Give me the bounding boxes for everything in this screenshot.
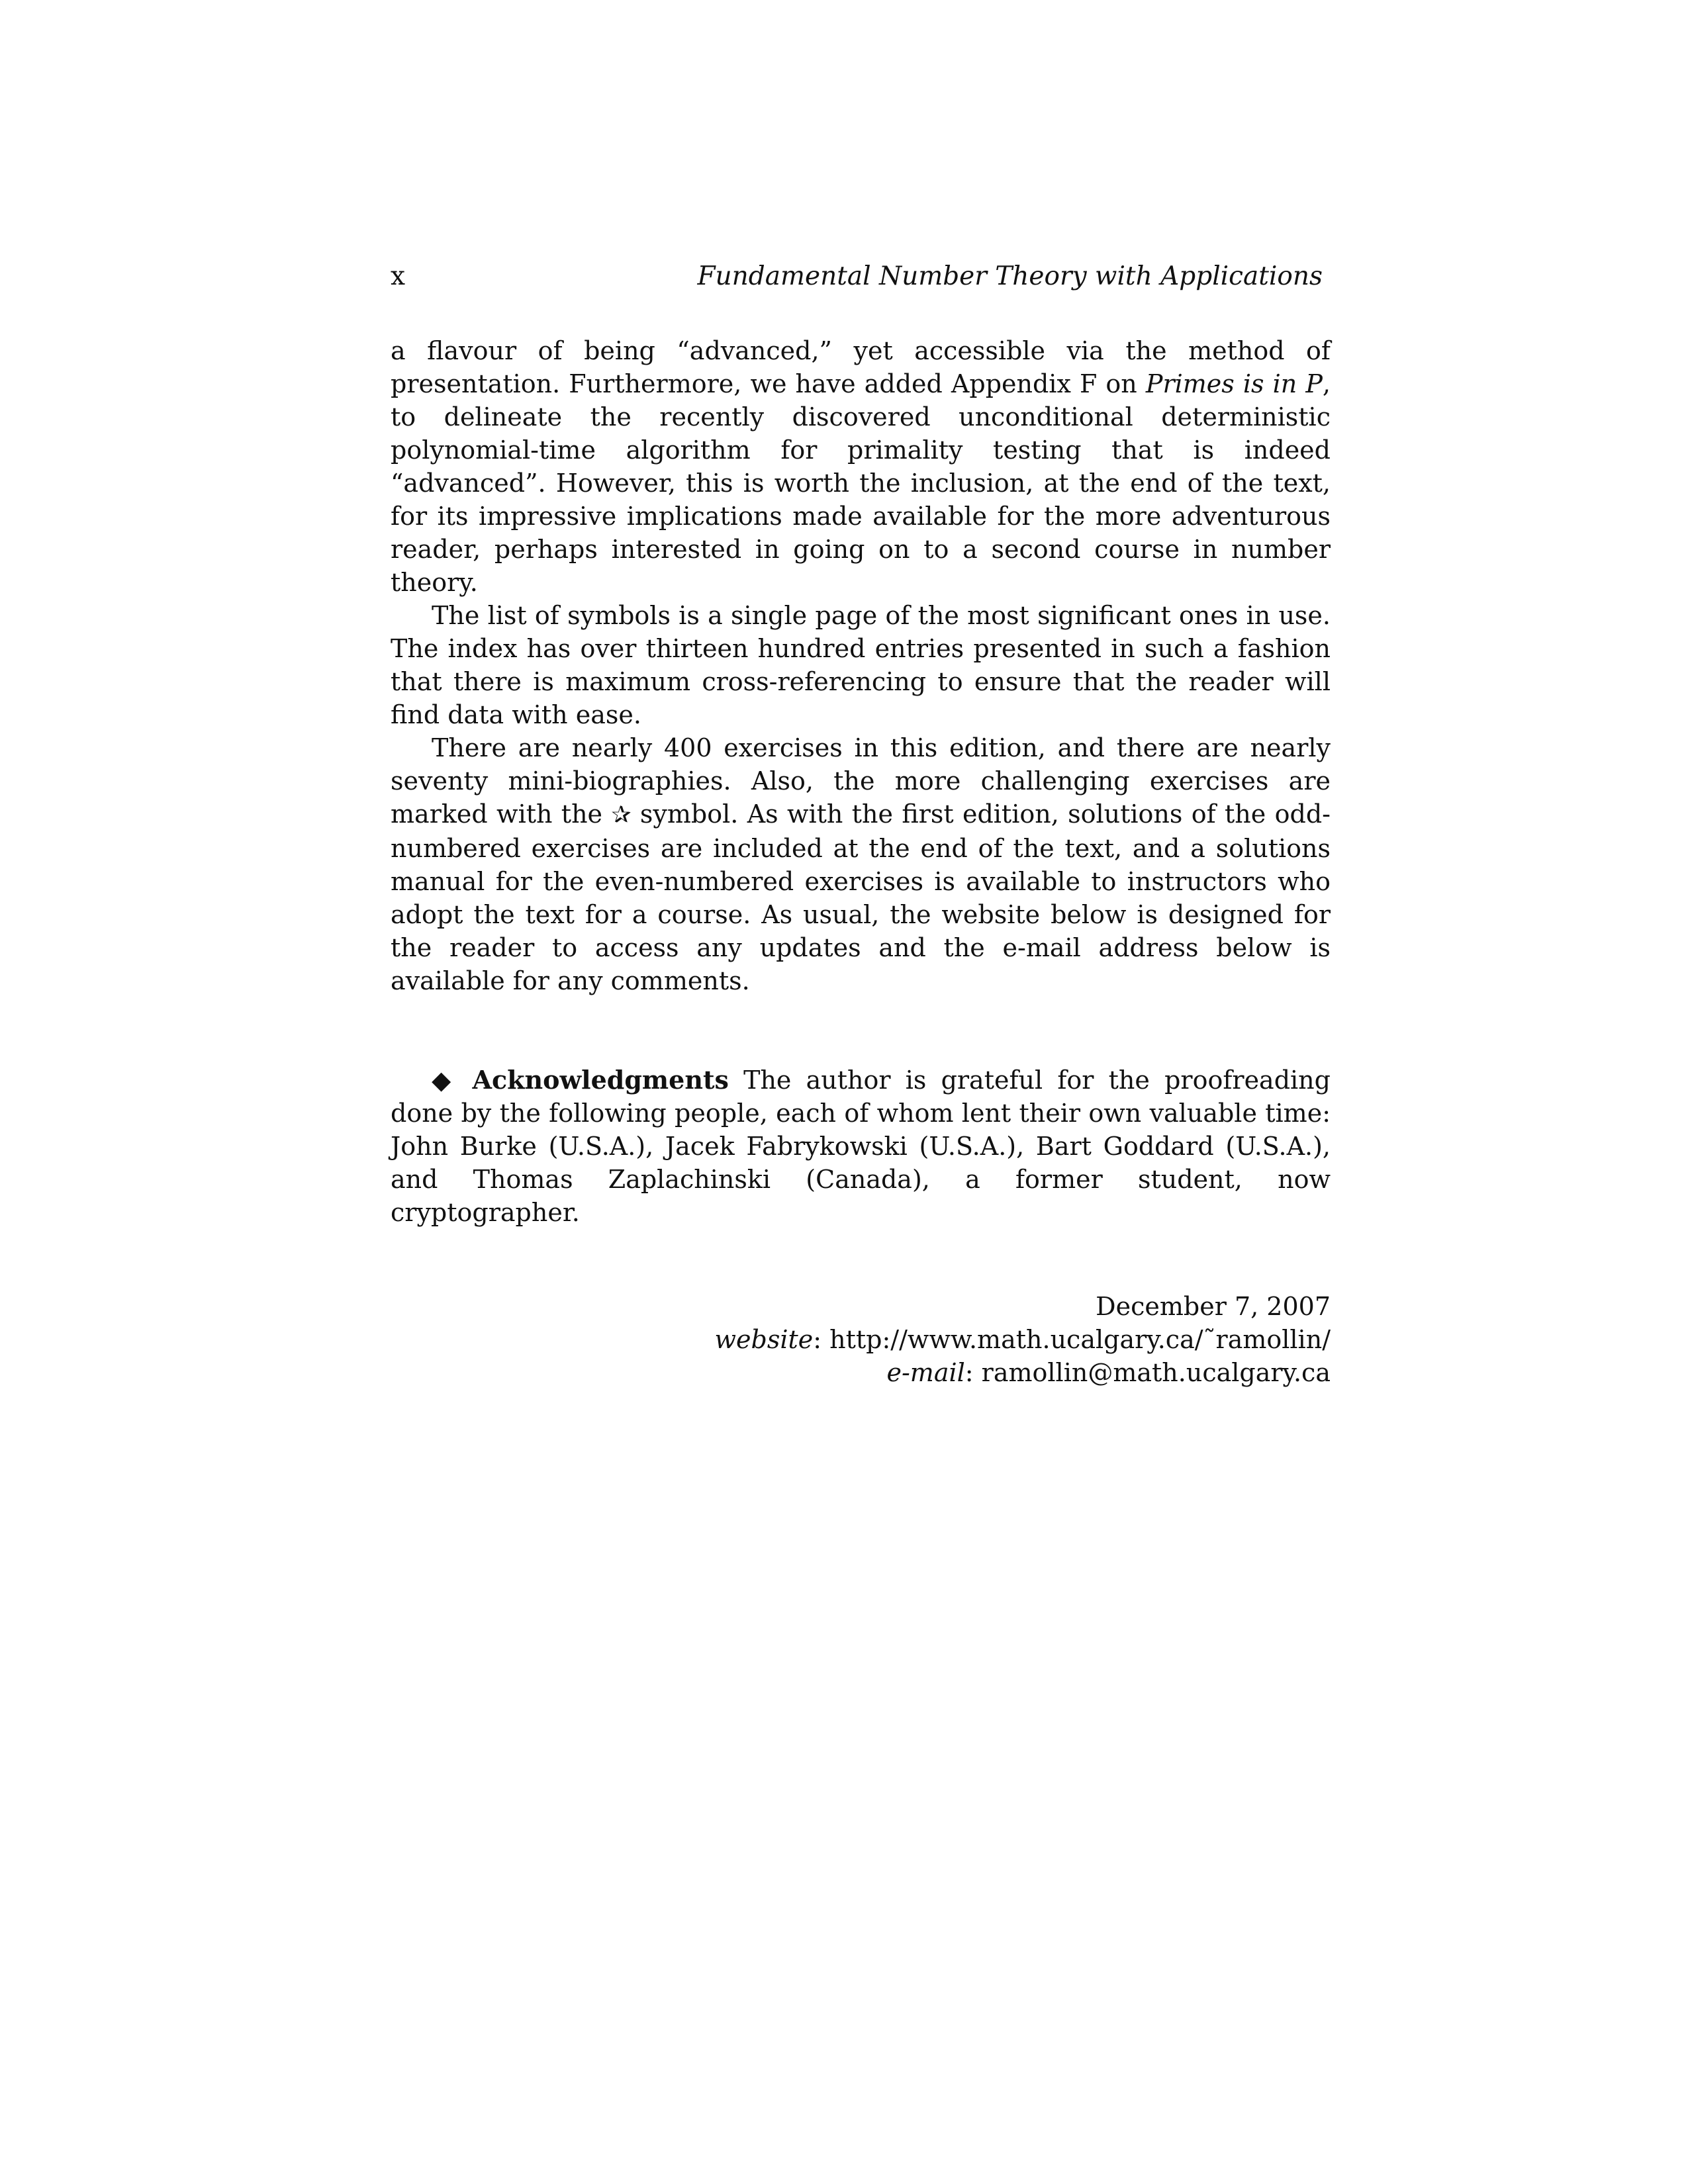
body-text — [391, 334, 1331, 1229]
email-value: : ramollin@math.ucalgary.ca — [964, 1358, 1331, 1387]
email-label: e-mail — [886, 1358, 965, 1387]
page-number: x — [391, 261, 405, 291]
page — [391, 261, 1331, 1389]
website-value: : http://www.math.ucalgary.ca/˜ramollin/ — [813, 1325, 1331, 1354]
star-icon: ✰ — [611, 801, 632, 829]
diamond-icon: ◆ — [432, 1066, 458, 1095]
paragraph-symbols-index: The list of symbols is a single page of the most significant ones in use. The index has over thirteen hundred entries presented in such a fashion that there is maximum cross-referencing to ensure that the reader will find data with ease. — [391, 601, 1331, 729]
signature-date: December 7, 2007 — [1096, 1292, 1331, 1321]
paragraph-exercises-text-a: There are nearly 400 exercises in this edition, and there are nearly seventy mini-biographies. Also, the more challenging exercises are marked with the — [391, 733, 1331, 829]
website-line — [391, 1323, 1331, 1356]
website-label: website — [714, 1325, 814, 1354]
appendix-title: Primes is in P — [1145, 369, 1323, 398]
paragraph-continuation-text-b: , to delineate the recently discovered unconditional deterministic polynomial-time algorithm for primality testing that is indeed “advanced”. However, this is worth the inclusion, at the end of the text, for its impressive implications made available for the more adventurous reader, perhaps interested in going on to a second course in number theory. — [391, 369, 1331, 597]
signature-block — [391, 1290, 1331, 1389]
acknowledgments-heading: Acknowledgments — [472, 1065, 729, 1095]
email-line — [391, 1356, 1331, 1389]
acknowledgments-paragraph — [391, 1064, 1331, 1229]
paragraph-exercises-text-b: symbol. As with the first edition, solutions of the odd-numbered exercises are included at the end of the text, and a solutions manual for the even-numbered exercises is available to instructors who adopt the text for a course. As usual, the website below is designed for the reader to access any updates and the e-mail address below is available for any comments. — [391, 799, 1331, 995]
book-title: Fundamental Number Theory with Applications — [697, 261, 1323, 291]
acknowledgments-text: The author is grateful for the proofreading done by the following people, each of whom lent their own valuable time: John Burke (U.S.A.), Jacek Fabrykowski (U.S.A.), Bart Goddard (U.S.A.), and Thomas Zaplachinski (Canada), a former student, now cryptographer. — [391, 1066, 1331, 1227]
paragraph-continuation — [391, 334, 1331, 599]
running-head — [391, 261, 1331, 301]
paragraph-exercises — [391, 731, 1331, 997]
paragraph-continuation-text-a: a flavour of being “advanced,” yet accessible via the method of presentation. Furthermore, we have added Appendix F on — [391, 336, 1331, 398]
